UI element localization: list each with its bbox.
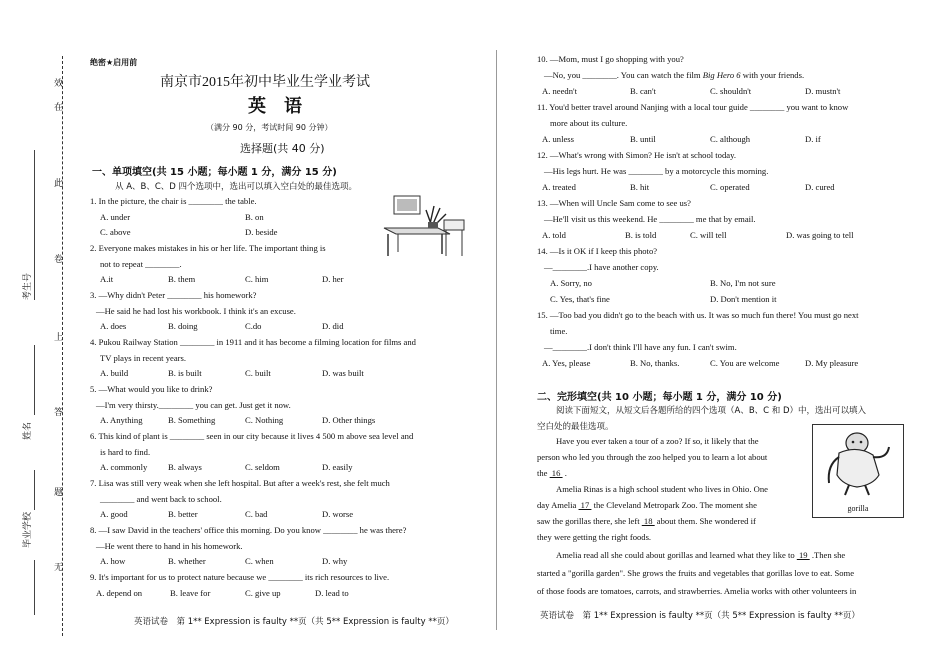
question-stem: is hard to find.: [100, 446, 151, 457]
section1-instruction: 从 A、B、C、D 四个选项中，选出可以填入空白处的最佳选项。: [115, 182, 358, 192]
question-stem: TV plays in recent years.: [100, 352, 186, 363]
question-stem: 10. —Mom, must I go shopping with you?: [537, 54, 684, 64]
answer-option: D. mustn't: [805, 86, 841, 96]
seal-char: 在: [54, 103, 64, 113]
question-stem: 6. This kind of plant is ________ seen in our city because it lives 4 500 m above sea level and: [90, 431, 414, 441]
answer-option: C. will tell: [690, 230, 727, 240]
question-stem: time.: [550, 326, 568, 336]
answer-option: A. under: [100, 211, 131, 222]
gorilla-caption: gorilla: [847, 504, 869, 513]
answer-option: C. Yes, that's fine: [550, 294, 610, 304]
passage-line: they were getting the right foods.: [537, 532, 652, 542]
question-stem: ________ and went back to school.: [100, 493, 222, 504]
name-line: [34, 345, 35, 415]
answer-option: B. hit: [630, 182, 650, 192]
answer-option: B. can't: [630, 86, 656, 96]
answer-option: A. Sorry, no: [550, 278, 592, 288]
footer-left: 英语试卷 第 1** Expression is faulty **页（共 5** Expression is faulty **页）: [134, 617, 454, 627]
question-stem: —He went there to hand in his homework.: [96, 540, 243, 551]
question-stem: 3. —Why didn't Peter ________ his homework?: [90, 290, 257, 300]
answer-option: A. commonly: [100, 462, 148, 472]
school-label: 毕业学校: [23, 511, 33, 548]
seal-char: 答: [54, 408, 64, 418]
section1-title: 一、单项填空(共 15 小题；每小题 1 分，满分 15 分): [92, 167, 337, 178]
answer-option: B. better: [168, 509, 198, 519]
answer-option: C. Nothing: [245, 415, 284, 425]
answer-option: B. is told: [625, 230, 657, 240]
seal-char: 此: [54, 179, 64, 189]
passage-line: Have you ever taken a tour of a zoo? If so, it likely that the: [556, 436, 759, 446]
answer-option: D. easily: [322, 462, 353, 472]
passage-line: Amelia Rinas is a high school student who lives in Ohio. One: [556, 484, 768, 494]
question-stem: 9. It's important for us to protect nature because we ________ its rich resources to live.: [90, 572, 390, 582]
school-line: [34, 470, 35, 510]
answer-option: A. good: [100, 509, 128, 519]
passage-line: Amelia read all she could about gorillas and learned what they like to 19 .Then she: [556, 550, 846, 560]
section2-instruction-1: 阅读下面短文，从短文后各题所给的四个选项（A、B、C 和 D）中，选出可以填入: [556, 406, 867, 416]
answer-option: D. cured: [805, 182, 835, 192]
part-title: 选择题(共 40 分): [240, 142, 325, 155]
answer-option: D. why: [322, 556, 348, 566]
answer-option: D. My pleasure: [805, 358, 859, 368]
question-stem: —His legs hurt. He was ________ by a motorcycle this morning.: [544, 166, 769, 176]
answer-option: A. unless: [542, 134, 574, 144]
answer-option: A. treated: [542, 182, 576, 192]
seal-char: 题: [54, 488, 64, 498]
gorilla-icon: [813, 425, 903, 499]
answer-option: B. doing: [168, 321, 198, 331]
page-divider: [496, 50, 497, 630]
answer-option: A. Yes, please: [542, 358, 591, 368]
answer-option: C. seldom: [245, 462, 280, 472]
question-stem: not to repeat ________.: [100, 258, 182, 269]
secret-label: 绝密★启用前: [90, 58, 138, 67]
answer-option: B. them: [168, 274, 196, 284]
gorilla-picture: [812, 424, 904, 518]
answer-option: C. built: [245, 368, 271, 378]
question-stem: —He'll visit us this weekend. He ________ me that by email.: [544, 214, 756, 224]
answer-option: C. when: [245, 556, 274, 566]
answer-option: B. No, I'm not sure: [710, 278, 776, 288]
answer-option: A. build: [100, 368, 129, 378]
answer-option: D. Other things: [322, 415, 376, 425]
answer-option: D. was built: [322, 368, 364, 378]
answer-option: A. Anything: [100, 415, 143, 425]
table-chair-picture: [378, 194, 468, 260]
question-stem: 15. —Too bad you didn't go to the beach with us. It was so much fun there! You must go next: [537, 310, 859, 320]
answer-option: A. needn't: [542, 86, 577, 96]
answer-option: B. until: [630, 134, 656, 144]
question-stem: more about its culture.: [550, 118, 628, 128]
answer-option: D. did: [322, 321, 344, 331]
answer-option: A. told: [542, 230, 566, 240]
answer-option: B. always: [168, 462, 202, 472]
answer-option: C.do: [245, 321, 262, 331]
question-stem: 1. In the picture, the chair is ________ the table.: [90, 196, 257, 206]
school-line-2: [34, 560, 35, 615]
seal-char: 无: [54, 563, 64, 573]
answer-option: D. beside: [245, 227, 278, 237]
name-label: 姓名: [23, 421, 33, 440]
answer-option: D. her: [322, 274, 344, 284]
question-stem: 8. —I saw David in the teachers' office this morning. Do you know ________ he was there?: [90, 525, 407, 535]
answer-option: D. lead to: [315, 587, 349, 598]
student-id-label: 考生号: [23, 272, 33, 300]
answer-option: B. whether: [168, 556, 206, 566]
answer-option: B. Something: [168, 415, 216, 425]
answer-option: A. does: [100, 321, 127, 331]
answer-option: C. operated: [710, 182, 750, 192]
answer-option: D. Don't mention it: [710, 294, 777, 304]
seal-char: 效: [54, 79, 64, 89]
passage-line: the 16 .: [537, 468, 567, 478]
question-stem: 14. —Is it OK if I keep this photo?: [537, 246, 658, 256]
answer-option: C. You are welcome: [710, 358, 780, 368]
answer-option: B. on: [245, 211, 264, 222]
seal-char: 卷: [54, 255, 64, 265]
subject-title: 英 语: [248, 96, 302, 117]
answer-option: C. give up: [245, 587, 281, 598]
question-stem: 11. You'd better travel around Nanjing with a local tour guide ________ you want to know: [537, 102, 849, 112]
seal-char: 上: [54, 333, 64, 343]
answer-option: C. although: [710, 134, 751, 144]
question-stem: 7. Lisa was still very weak when she left hospital. But after a week's rest, she felt much: [90, 478, 390, 488]
answer-option: B. is built: [168, 368, 202, 378]
passage-line: started a "gorilla garden". She grows the fruits and vegetables that gorillas love to eat. Some: [537, 568, 855, 578]
question-stem: —No, you ________. You can watch the film Big Hero 6 with your friends.: [544, 70, 805, 80]
answer-option: A.it: [100, 274, 114, 284]
answer-option: A. how: [100, 556, 126, 566]
question-stem: 2. Everyone makes mistakes in his or her life. The important thing is: [90, 243, 326, 253]
passage-line: saw the gorillas there, she left 18 about them. She wondered if: [537, 516, 756, 526]
question-stem: 13. —When will Uncle Sam come to see us?: [537, 198, 691, 208]
answer-option: C. above: [100, 227, 131, 237]
answer-option: D. if: [805, 134, 821, 144]
exam-meta: （满分 90 分，考试时间 90 分钟）: [206, 123, 333, 132]
student-id-line: [34, 150, 35, 300]
question-stem: —________.I don't think I'll have any fun. I can't swim.: [544, 342, 737, 352]
answer-option: A. depend on: [96, 587, 143, 598]
answer-option: D. was going to tell: [786, 230, 854, 240]
passage-line: person who led you through the zoo helped you to learn a lot about: [537, 452, 768, 462]
answer-option: D. worse: [322, 509, 354, 519]
answer-option: C. bad: [245, 509, 268, 519]
question-stem: —I'm very thirsty.________ you can get. Just get it now.: [96, 399, 291, 410]
question-stem: 5. —What would you like to drink?: [90, 384, 213, 394]
exam-title: 南京市2015年初中毕业生学业考试: [160, 75, 370, 90]
answer-option: B. No, thanks.: [630, 358, 680, 368]
section2-title: 二、完形填空(共 10 小题；每小题 1 分，满分 10 分): [537, 392, 782, 403]
binding-line: [62, 56, 63, 636]
passage-line: of those foods are tomatoes, carrots, and strawberries. Amelia works with other volunteers in: [537, 586, 857, 596]
answer-option: B. leave for: [170, 587, 211, 598]
question-stem: —________.I have another copy.: [544, 262, 659, 272]
passage-line: day Amelia 17 the Cleveland Metropark Zoo. The moment she: [537, 500, 757, 510]
question-stem: 4. Pukou Railway Station ________ in 1911 and it has become a filming location for films and: [90, 337, 416, 347]
footer-right: 英语试卷 第 1** Expression is faulty **页（共 5** Expression is faulty **页）: [540, 611, 860, 621]
section2-instruction-2: 空白处的最佳选项。: [537, 422, 614, 432]
question-stem: 12. —What's wrong with Simon? He isn't at school today.: [537, 150, 736, 160]
answer-option: C. shouldn't: [710, 86, 752, 96]
question-stem: —He said he had lost his workbook. I think it's an excuse.: [96, 305, 296, 316]
answer-option: C. him: [245, 274, 269, 284]
